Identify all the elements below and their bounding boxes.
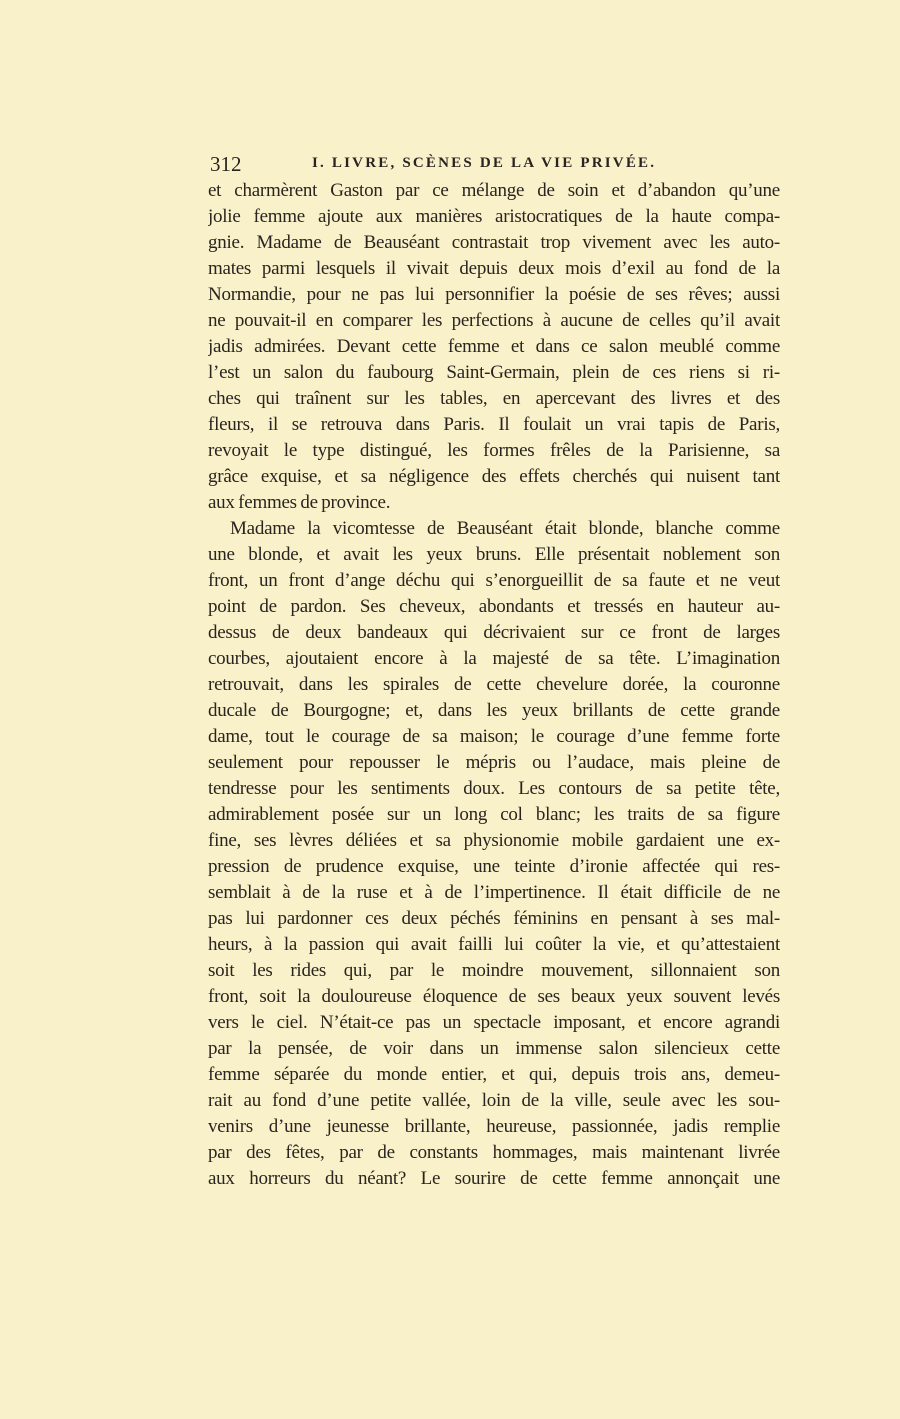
text-line: jolie femme ajoute aux manières aristocratiques de la haute compa- xyxy=(208,206,780,227)
text-line: pas lui pardonner ces deux péchés féminins en pensant à ses mal- xyxy=(208,908,780,929)
text-line: venirs d’une jeunesse brillante, heureuse, passionnée, jadis remplie xyxy=(208,1116,780,1137)
text-line: fine, ses lèvres déliées et sa physionomie mobile gardaient une ex- xyxy=(208,830,780,851)
text-line: revoyait le type distingué, les formes frêles de la Parisienne, sa xyxy=(208,440,780,461)
text-line: soit les rides qui, par le moindre mouvement, sillonnaient son xyxy=(208,960,780,981)
text-line: par la pensée, de voir dans un immense salon silencieux cette xyxy=(208,1038,780,1059)
text-line: fleurs, il se retrouva dans Paris. Il foulait un vrai tapis de Paris, xyxy=(208,414,780,435)
text-line: pression de prudence exquise, une teinte d’ironie affectée qui res- xyxy=(208,856,780,877)
text-line: une blonde, et avait les yeux bruns. Elle présentait noblement son xyxy=(208,544,780,565)
page-number: 312 xyxy=(210,152,242,176)
page-body xyxy=(208,178,780,1192)
text-line: semblait à de la ruse et à de l’impertinence. Il était difficile de ne xyxy=(208,882,780,903)
paragraph xyxy=(208,178,780,516)
text-line: vers le ciel. N’était-ce pas un spectacle imposant, et encore agrandi xyxy=(208,1012,780,1033)
text-line: par des fêtes, par de constants hommages, mais maintenant livrée xyxy=(208,1142,780,1163)
text-line: retrouvait, dans les spirales de cette chevelure dorée, la couronne xyxy=(208,674,780,695)
text-line: ches qui traînent sur les tables, en apercevant des livres et des xyxy=(208,388,780,409)
text-line: front, un front d’ange déchu qui s’enorgueillit de sa faute et ne veut xyxy=(208,570,780,591)
text-line: aux horreurs du néant? Le sourire de cette femme annonçait une xyxy=(208,1168,780,1189)
text-line: front, soit la douloureuse éloquence de ses beaux yeux souvent levés xyxy=(208,986,780,1007)
text-line: ducale de Bourgogne; et, dans les yeux brillants de cette grande xyxy=(208,700,780,721)
running-title: I. LIVRE, SCÈNES DE LA VIE PRIVÉE. xyxy=(312,155,657,171)
text-line: l’est un salon du faubourg Saint-Germain, plein de ces riens si ri- xyxy=(208,362,780,383)
text-line: tendresse pour les sentiments doux. Les contours de sa petite tête, xyxy=(208,778,780,799)
text-line: heurs, à la passion qui avait failli lui coûter la vie, et qu’attestaient xyxy=(208,934,780,955)
page-header xyxy=(208,152,780,178)
text-line: mates parmi lesquels il vivait depuis deux mois d’exil au fond de la xyxy=(208,258,780,279)
paragraph xyxy=(208,516,780,1192)
text-line: dame, tout le courage de sa maison; le courage d’une femme forte xyxy=(208,726,780,747)
text-line: seulement pour repousser le mépris ou l’audace, mais pleine de xyxy=(208,752,780,773)
text-line: courbes, ajoutaient encore à la majesté de sa tête. L’imagination xyxy=(208,648,780,669)
text-line: rait au fond d’une petite vallée, loin de la ville, seule avec les sou- xyxy=(208,1090,780,1111)
text-line: Normandie, pour ne pas lui personnifier la poésie de ses rêves; aussi xyxy=(208,284,780,305)
text-line: point de pardon. Ses cheveux, abondants et tressés en hauteur au- xyxy=(208,596,780,617)
text-line: admirablement posée sur un long col blanc; les traits de sa figure xyxy=(208,804,780,825)
text-line: ne pouvait-il en comparer les perfections à aucune de celles qu’il avait xyxy=(208,310,780,331)
text-line: grâce exquise, et sa négligence des effets cherchés qui nuisent tant xyxy=(208,466,780,487)
text-line: gnie. Madame de Beauséant contrastait trop vivement avec les auto- xyxy=(208,232,780,253)
text-line: aux femmes de province. xyxy=(208,492,391,513)
text-line: femme séparée du monde entier, et qui, depuis trois ans, demeu- xyxy=(208,1064,780,1085)
text-line: jadis admirées. Devant cette femme et dans ce salon meublé comme xyxy=(208,336,780,357)
text-line: et charmèrent Gaston par ce mélange de soin et d’abandon qu’une xyxy=(208,180,780,201)
text-line: dessus de deux bandeaux qui décrivaient sur ce front de larges xyxy=(208,622,780,643)
text-line: Madame la vicomtesse de Beauséant était blonde, blanche comme xyxy=(230,518,780,539)
